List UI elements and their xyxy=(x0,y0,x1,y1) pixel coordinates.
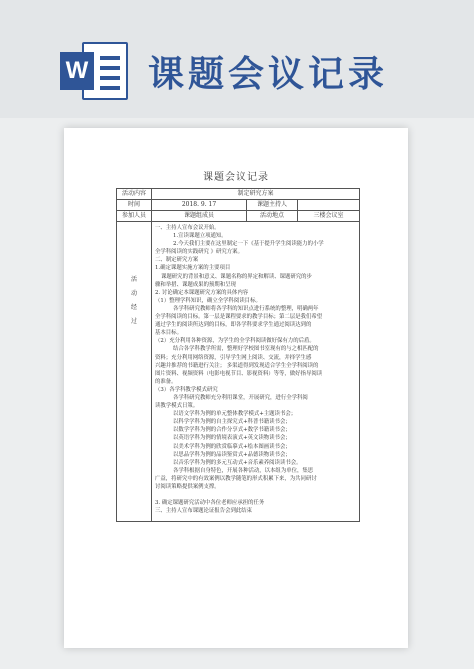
activity-content-value: 制定研究方案 xyxy=(152,189,360,200)
participants-label: 参加人员 xyxy=(117,211,152,222)
word-logo-letter: W xyxy=(60,52,94,90)
content-line: （2）充分利用各种资源，为学生的全学科阅读做好保有力的后盾。 xyxy=(155,338,315,345)
host-label: 课题主持人 xyxy=(247,200,298,211)
table-row xyxy=(117,200,360,211)
content-line: 各学科根据自身特色，开展各种活动，以本组为单位，集思 xyxy=(173,467,314,474)
participants-value: 课题组成员 xyxy=(152,211,247,222)
content-line: 兴趣并推荐的书籍进行关注； 多渠道得到发现适合学生全学科阅读的 xyxy=(155,362,319,369)
content-line: 2. 讨论确定本课题研究方案的具体内容 xyxy=(155,289,249,296)
content-line: 以科学学科为例的自主探究式+科普书籍读书会； xyxy=(173,419,291,426)
activity-process-label xyxy=(117,222,152,522)
content-line: 以思品学科为例的品读鉴赏式+品德读物读书会； xyxy=(173,451,291,458)
table-row xyxy=(117,189,360,200)
time-value: 2018. 9. 17 xyxy=(152,200,247,211)
document-page xyxy=(64,128,408,648)
content-line: 全学科阅读的实践研究 》研究方案。 xyxy=(155,249,243,256)
word-document-icon xyxy=(60,42,130,100)
content-line: 以语文学科为例的单元整体教学模式+主题读书会； xyxy=(173,411,297,418)
activity-content-label: 活动内容 xyxy=(117,189,152,200)
content-line: 读教学模式日策。 xyxy=(155,403,199,410)
content-line: 各学科研究教师将各学科的知识点进行系统的整理，明确两年 xyxy=(173,305,319,312)
content-line: 3. 确定课题研究活动中各位老师应承担的任务 xyxy=(155,500,265,507)
content-line: 1.宣读课题立项通知。 xyxy=(173,233,227,240)
content-line: 广益，将研究中的有效案例以教学随笔的形式积累下来，为共同研讨 xyxy=(155,475,317,482)
banner xyxy=(0,0,474,118)
content-line: 以英语学科为例的情境表演式+英文读物读书会； xyxy=(173,435,291,442)
content-line: （3）各学科教学模式研究 xyxy=(155,386,218,393)
location-label: 活动地点 xyxy=(247,211,298,222)
content-line: 结合各学科教学所需，整理好学校图书室现有的与之相匹配的 xyxy=(173,346,319,353)
banner-title: 课题会议记录 xyxy=(148,54,389,95)
host-value xyxy=(298,200,360,211)
content-line: 骤和举措、课题成果的预期和呈现 xyxy=(155,281,236,288)
content-line: 以音乐学科为例的多元互动式+音乐素养阅读读书会。 xyxy=(173,459,302,466)
content-line: 资料；充分利用网络资源，引导学生网上阅读、交流，并择学生感 xyxy=(155,354,312,361)
content-line: 课题研究的背景和意义、课题名称的界定和解读、课题研究的步 xyxy=(161,273,312,280)
content-line xyxy=(155,491,356,499)
table-row xyxy=(117,222,360,522)
activity-process-content xyxy=(152,222,360,522)
content-line: 1.确定课题实施方案的主要项目 xyxy=(155,265,231,272)
process-char: 活 xyxy=(130,276,137,283)
content-line: 一、主持人宣布会议开始。 xyxy=(155,225,220,231)
table-row xyxy=(117,211,360,222)
location-value: 三楼会议室 xyxy=(298,211,360,222)
content-line: 讨阅读策略提供案例支撑。 xyxy=(155,484,220,490)
content-line: 二、制定研究方案 xyxy=(155,257,199,264)
record-table xyxy=(116,188,360,522)
content-line: 全学科阅读的目标。第一层是课程要求的教学目标；第二层是我们希望 xyxy=(155,314,323,321)
content-line: 各学科研究教师充分利用课堂，开展研究，进行全学科阅 xyxy=(173,394,308,401)
content-line: 2.今天我们主要在这里制定一下《基于提升学生阅读能力的小学 xyxy=(173,241,324,248)
process-char: 过 xyxy=(130,318,137,325)
content-line: 以数学学科为例的合作分享式+数学书籍读书会； xyxy=(173,427,291,434)
content-line: 图片资料、视频资料（电影电视节目、影视资料）等等，做好指导阅读 xyxy=(155,370,323,377)
process-char: 经 xyxy=(130,304,137,311)
document-title: 课题会议记录 xyxy=(203,172,269,183)
content-line: 的准备。 xyxy=(155,378,177,385)
content-line: 通过学生的阅读所达到的目标，即各学科要求学生通过阅读达到的 xyxy=(155,322,312,329)
content-line: 三、主持人宣布课题论证报告会到此结束 xyxy=(155,508,253,515)
content-line: 基本目标。 xyxy=(155,330,182,337)
content-line: 以美术学科为例的欣赏临摹式+绘本图画读书会； xyxy=(173,443,291,450)
process-char: 动 xyxy=(130,290,137,297)
time-label: 时间 xyxy=(117,200,152,211)
content-line: （1）整理学科知识，确立全学科阅读目标。 xyxy=(155,297,261,304)
